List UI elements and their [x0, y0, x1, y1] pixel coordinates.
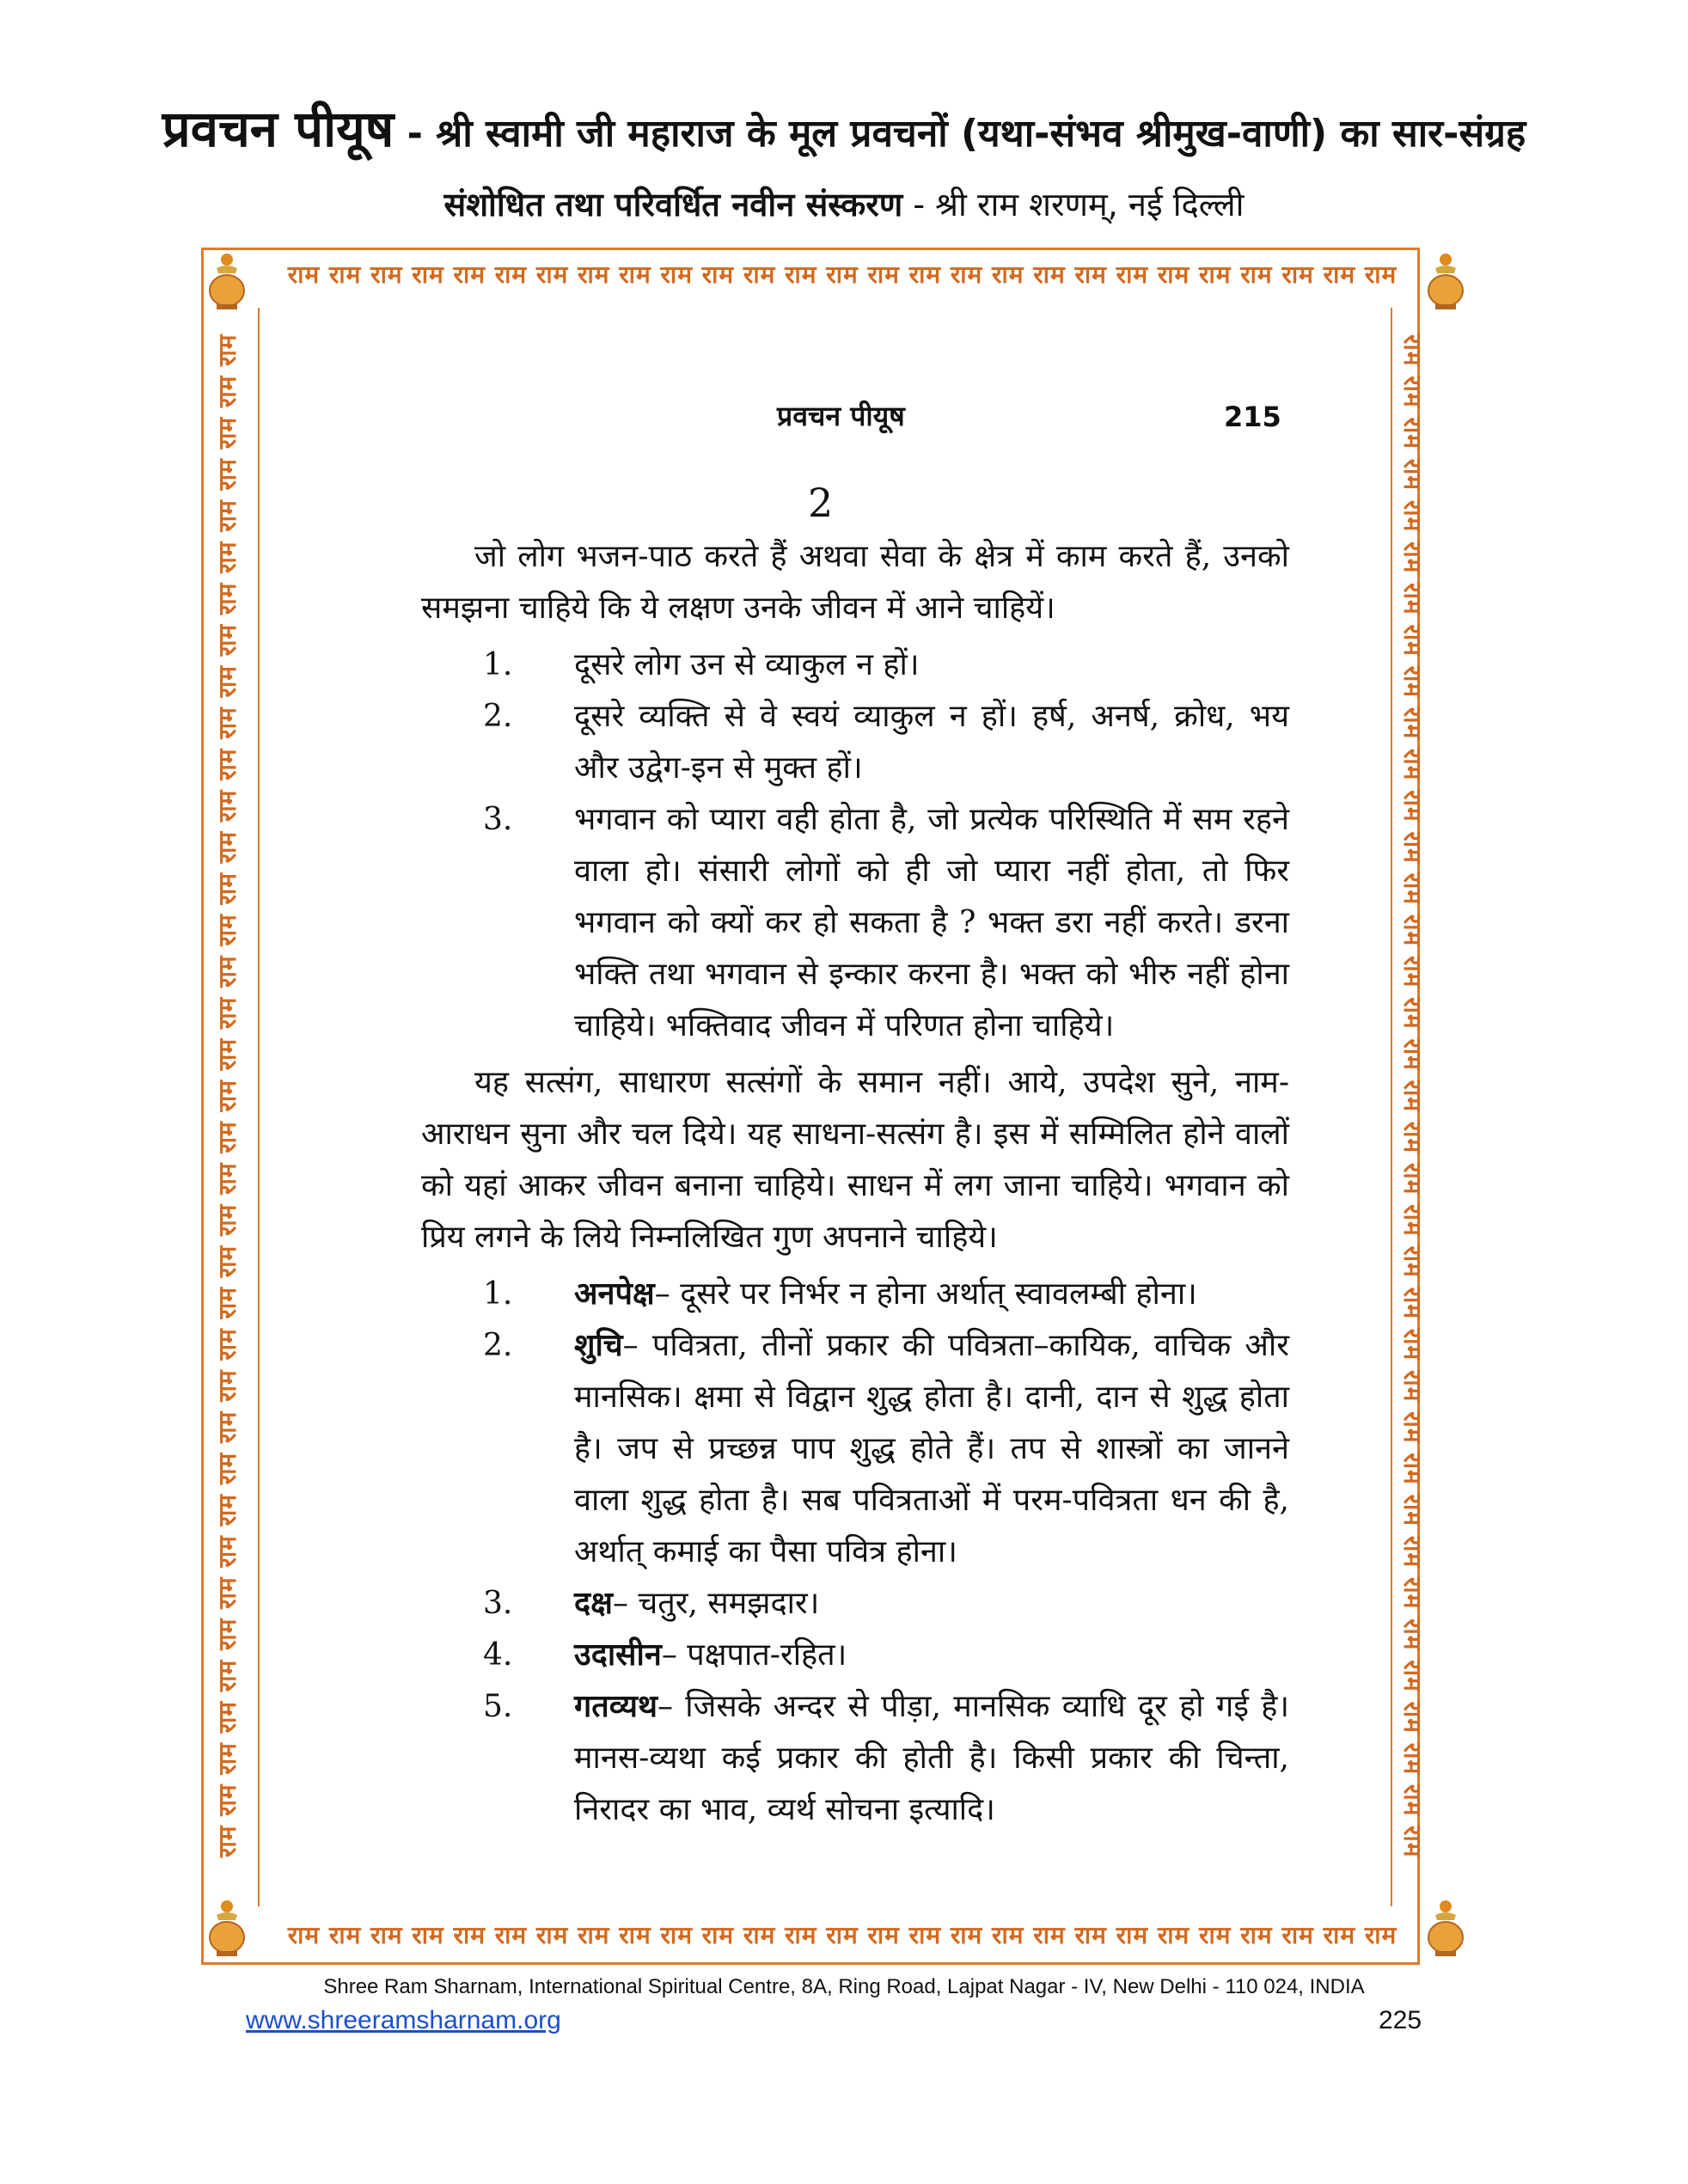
kalash-icon	[205, 1898, 249, 1960]
list-text: – पवित्रता, तीनों प्रकार की पवित्रता–कायिक, वाचिक और मानसिक। क्षमा से विद्वान शुद्ध होता है। दानी, दान से शुद्ध होता है। जप से प्रच्छन्न पाप शुद्ध होते हैं। तप से शास्त्रों का जानने वाला शुद्ध होता है। सब पवित्रताओं में परम-पवित्रता धन की है, अर्थात् कमाई का पैसा पवित्र होना।	[574, 1328, 1289, 1569]
ram-border-top: राम राम राम राम राम राम राम राम राम राम राम राम राम राम राम राम राम राम राम राम राम राम राम राम राम राम राम	[287, 260, 1397, 289]
list-number: 5.	[483, 1689, 513, 1724]
title-main: प्रवचन पीयूष	[162, 100, 394, 158]
list-item	[421, 1320, 1289, 1578]
kalash-icon	[1423, 251, 1468, 313]
list-item	[421, 639, 1289, 691]
list-term: उदासीन	[574, 1637, 662, 1673]
chapter-number: 2	[808, 480, 834, 526]
footer-address: Shree Ram Sharnam, International Spiritual Centre, 8A, Ring Road, Lajpat Nagar - IV, New Delhi - 110 024, INDIA	[323, 1975, 1365, 1998]
book-page-number: 215	[1224, 401, 1281, 433]
qualities-list-1	[421, 639, 1289, 1052]
title-suffix: - श्री स्वामी जी महाराज के मूल प्रवचनों (यथा-संभव श्रीमुख-वाणी) का सार-संग्रह	[394, 112, 1526, 156]
list-text: – चतुर, समझदार।	[612, 1586, 820, 1621]
list-number: 1.	[483, 1276, 513, 1312]
edition-bold: संशोधित तथा परिवर्धित नवीन संस्करण	[443, 186, 903, 223]
list-text: – दूसरे पर निर्भर न होना अर्थात् स्वावलम्बी होना।	[654, 1276, 1197, 1312]
list-number: 2.	[483, 1328, 513, 1363]
list-text: – पक्षपात-रहित।	[661, 1637, 847, 1673]
list-text: दूसरे लोग उन से व्याकुल न हों।	[574, 647, 920, 682]
ram-border-right: राम राम राम राम राम राम राम राम राम राम राम राम राम राम राम राम राम राम राम राम राम राम राम राम राम राम राम राम राम राम राम राम राम राम राम राम राम	[1398, 333, 1427, 1858]
list-text: भगवान को प्यारा वही होता है, जो प्रत्येक परिस्थिति में सम रहने वाला हो। संसारी लोगों को ही जो प्यारा नहीं होता, तो फिर भगवान को क्यों कर हो सकता है ? भक्त डरा नहीं करते। डरना भक्ति तथा भगवान से इन्कार करना है। भक्त को भीरु नहीं होना चाहिये। भक्तिवाद जीवन में परिणत होना चाहिये।	[574, 802, 1289, 1043]
website-link[interactable]: www.shreeramsharnam.org	[246, 2006, 561, 2034]
list-term: अनपेक्ष	[574, 1276, 655, 1312]
list-number: 4.	[483, 1637, 513, 1673]
intro-paragraph: जो लोग भजन-पाठ करते हैं अथवा सेवा के क्षेत्र में काम करते हैं, उनको समझना चाहिये कि ये लक्षण उनके जीवन में आने चाहियें।	[421, 539, 1289, 626]
list-item	[421, 1681, 1289, 1836]
list-number: 3.	[483, 802, 513, 837]
edition-rest: - श्री राम शरणम्, नई दिल्ली	[902, 186, 1245, 223]
list-item	[421, 1578, 1289, 1630]
kalash-icon	[205, 251, 249, 313]
qualities-list-2	[421, 1269, 1289, 1836]
list-term: शुचि	[574, 1328, 623, 1363]
ram-border-bottom: राम राम राम राम राम राम राम राम राम राम राम राम राम राम राम राम राम राम राम राम राम राम राम राम राम राम राम	[287, 1921, 1397, 1949]
list-item	[421, 691, 1289, 794]
kalash-icon	[1423, 1898, 1468, 1960]
list-item	[421, 1269, 1289, 1320]
edition-line	[0, 180, 1688, 229]
list-number: 2.	[483, 699, 513, 734]
list-number: 1.	[483, 647, 513, 682]
list-item	[421, 1630, 1289, 1681]
middle-paragraph: यह सत्संग, साधारण सत्संगों के समान नहीं। आये, उपदेश सुने, नाम-आराधन सुना और चल दिये। यह साधना-सत्संग है। इस में सम्मिलित होने वालों को यहां आकर जीवन बनाना चाहिये। साधन में लग जाना चाहिये। भगवान को प्रिय लगने के लिये निम्नलिखित गुण अपनाने चाहिये।	[421, 1065, 1289, 1255]
pdf-page-number: 225	[1379, 2006, 1422, 2034]
book-body	[421, 531, 1289, 1841]
document-title	[0, 100, 1688, 160]
list-term: दक्ष	[574, 1586, 613, 1621]
ram-border-left: राम राम राम राम राम राम राम राम राम राम राम राम राम राम राम राम राम राम राम राम राम राम राम राम राम राम राम राम राम राम राम राम राम राम राम राम राम	[213, 333, 242, 1858]
list-term: गतव्यथ	[574, 1689, 657, 1724]
list-text: – जिसके अन्दर से पीड़ा, मानसिक व्याधि दूर हो गई है। मानस-व्यथा कई प्रकार की होती है। किसी प्रकार की चिन्ता, निरादर का भाव, व्यर्थ सोचना इत्यादि।	[574, 1689, 1289, 1827]
list-number: 3.	[483, 1586, 513, 1621]
book-running-title: प्रवचन पीयूष	[777, 400, 905, 432]
list-text: दूसरे व्यक्ति से वे स्वयं व्याकुल न हों। हर्ष, अनर्ष, क्रोध, भय और उद्वेग-इन से मुक्त हों।	[574, 699, 1289, 786]
list-item	[421, 794, 1289, 1052]
